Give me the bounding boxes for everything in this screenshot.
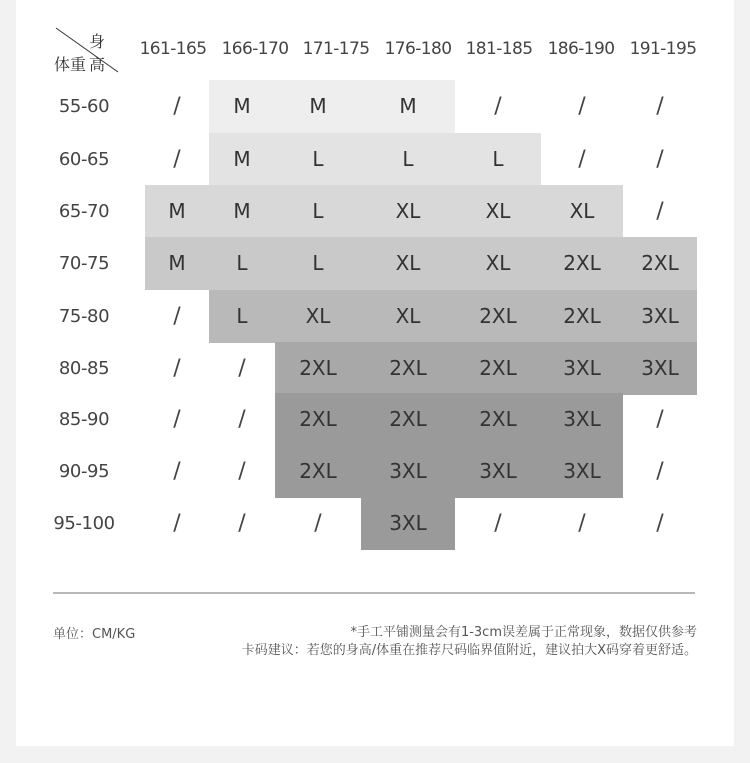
height-column-header: 166-170 bbox=[221, 39, 289, 59]
size-cell-empty: / bbox=[656, 459, 664, 484]
size-cell: 2XL bbox=[623, 237, 697, 290]
size-cell: 2XL bbox=[361, 393, 455, 446]
size-cell-empty: / bbox=[494, 511, 502, 536]
size-cell: M bbox=[275, 80, 361, 133]
size-cell: L bbox=[275, 133, 361, 186]
size-cell: 2XL bbox=[455, 290, 541, 343]
size-cell: M bbox=[209, 185, 275, 238]
size-cell: 3XL bbox=[541, 342, 623, 395]
size-cell-empty: / bbox=[173, 459, 181, 484]
size-cell-empty: / bbox=[238, 407, 246, 432]
size-cell-empty: / bbox=[656, 407, 664, 432]
sizing-advice: 卡码建议：若您的身高/体重在推荐尺码临界值附近，建议拍大X码穿着更舒适。 bbox=[241, 643, 697, 658]
size-cell-empty: / bbox=[173, 304, 181, 329]
weight-row-header: 65-70 bbox=[58, 201, 110, 222]
size-cell-empty: / bbox=[173, 407, 181, 432]
size-cell: XL bbox=[455, 237, 541, 290]
size-cell: L bbox=[209, 290, 275, 343]
size-cell-empty: / bbox=[656, 511, 664, 536]
size-cell: XL bbox=[361, 290, 455, 343]
size-cell-empty: / bbox=[238, 511, 246, 536]
size-cell: XL bbox=[455, 185, 541, 238]
size-cell: 2XL bbox=[455, 393, 541, 446]
size-cell: M bbox=[209, 80, 275, 133]
size-cell-empty: / bbox=[238, 356, 246, 381]
size-cell-empty: / bbox=[656, 147, 664, 172]
weight-row-header: 80-85 bbox=[58, 358, 110, 379]
size-cell: XL bbox=[541, 185, 623, 238]
size-cell: XL bbox=[275, 290, 361, 343]
size-cell: XL bbox=[361, 237, 455, 290]
size-cell: 2XL bbox=[361, 342, 455, 395]
height-column-header: 191-195 bbox=[629, 39, 697, 59]
height-column-header: 171-175 bbox=[302, 39, 370, 59]
size-cell: 3XL bbox=[361, 445, 455, 498]
size-cell: 3XL bbox=[623, 342, 697, 395]
size-cell-empty: / bbox=[656, 199, 664, 224]
size-cell-empty: / bbox=[314, 511, 322, 536]
size-cell: 2XL bbox=[275, 393, 361, 446]
size-cell: 2XL bbox=[541, 237, 623, 290]
unit-label: 单位：CM/KG bbox=[53, 627, 136, 642]
weight-row-header: 90-95 bbox=[58, 461, 110, 482]
table-corner-header bbox=[52, 26, 120, 74]
size-cell-empty: / bbox=[578, 94, 586, 119]
size-cell: 2XL bbox=[275, 342, 361, 395]
weight-row-header: 55-60 bbox=[58, 96, 110, 117]
height-column-header: 181-185 bbox=[465, 39, 533, 59]
size-cell-empty: / bbox=[578, 511, 586, 536]
measurement-note: *手工平铺测量会有1-3cm误差属于正常现象，数据仅供参考 bbox=[350, 625, 697, 640]
size-cell-empty: / bbox=[173, 94, 181, 119]
size-cell: 3XL bbox=[623, 290, 697, 343]
size-cell: 3XL bbox=[455, 445, 541, 498]
weight-row-header: 70-75 bbox=[58, 253, 110, 274]
size-cell: L bbox=[275, 237, 361, 290]
size-cell: L bbox=[455, 133, 541, 186]
size-cell: L bbox=[275, 185, 361, 238]
size-cell: M bbox=[209, 133, 275, 186]
size-cell-empty: / bbox=[173, 356, 181, 381]
height-column-header: 186-190 bbox=[547, 39, 615, 59]
size-cell-empty: / bbox=[238, 459, 246, 484]
size-cell: XL bbox=[361, 185, 455, 238]
size-cell: L bbox=[361, 133, 455, 186]
size-cell: 2XL bbox=[455, 342, 541, 395]
size-cell: 3XL bbox=[541, 393, 623, 446]
size-cell: 3XL bbox=[361, 497, 455, 550]
weight-row-header: 75-80 bbox=[58, 306, 110, 327]
size-cell-empty: / bbox=[173, 147, 181, 172]
weight-row-header: 85-90 bbox=[58, 409, 110, 430]
weight-row-header: 95-100 bbox=[53, 513, 115, 534]
weight-axis-label: 体重 bbox=[54, 55, 87, 74]
size-cell: 2XL bbox=[275, 445, 361, 498]
size-cell: L bbox=[209, 237, 275, 290]
size-cell-empty: / bbox=[173, 511, 181, 536]
size-cell-empty: / bbox=[578, 147, 586, 172]
height-column-header: 176-180 bbox=[384, 39, 452, 59]
size-cell-empty: / bbox=[494, 94, 502, 119]
size-cell: M bbox=[145, 185, 209, 238]
height-axis-label: 身高 bbox=[89, 32, 106, 74]
size-cell: M bbox=[361, 80, 455, 133]
footer-divider bbox=[53, 592, 695, 594]
weight-row-header: 60-65 bbox=[58, 149, 110, 170]
size-cell: M bbox=[145, 237, 209, 290]
size-cell: 3XL bbox=[541, 445, 623, 498]
height-column-header: 161-165 bbox=[139, 39, 207, 59]
size-cell-empty: / bbox=[656, 94, 664, 119]
size-cell: 2XL bbox=[541, 290, 623, 343]
